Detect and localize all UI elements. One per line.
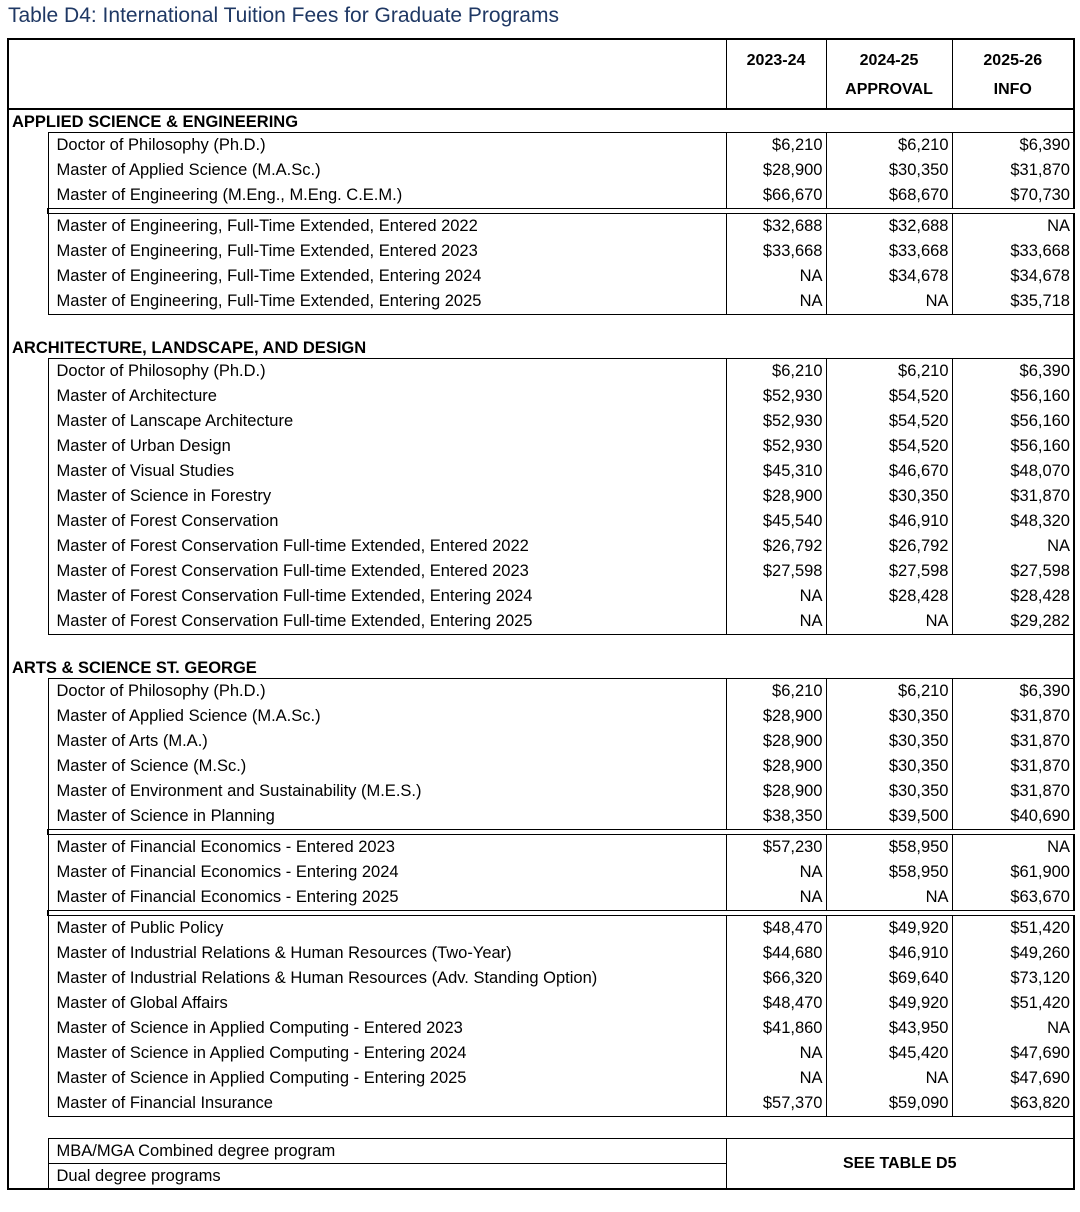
program-name: Doctor of Philosophy (Ph.D.) — [48, 679, 726, 705]
indent-cell — [8, 289, 48, 315]
indent-cell — [8, 1041, 48, 1066]
fee-2023-24: $27,598 — [726, 559, 826, 584]
program-name: Master of Engineering, Full-Time Extended, Entered 2022 — [48, 214, 726, 240]
indent-cell — [8, 609, 48, 635]
table-row — [8, 239, 1074, 264]
fee-2023-24: $57,230 — [726, 835, 826, 861]
fee-2024-25: $54,520 — [826, 409, 952, 434]
program-name: Master of Science in Applied Computing - Entering 2024 — [48, 1041, 726, 1066]
indent-cell — [8, 434, 48, 459]
table-row — [8, 289, 1074, 315]
fee-2023-24: $26,792 — [726, 534, 826, 559]
indent-cell — [8, 158, 48, 183]
fee-2024-25: $45,420 — [826, 1041, 952, 1066]
fee-2025-26: $6,390 — [952, 359, 1074, 385]
table-row — [8, 459, 1074, 484]
fee-2023-24: $52,930 — [726, 384, 826, 409]
program-name: Master of Financial Economics - Entering 2025 — [48, 885, 726, 911]
program-name: Master of Forest Conservation Full-time Extended, Entering 2024 — [48, 584, 726, 609]
table-title: Table D4: International Tuition Fees for Graduate Programs — [8, 4, 559, 27]
indent-cell — [8, 559, 48, 584]
indent-cell — [8, 409, 48, 434]
tuition-fees-table — [7, 38, 1075, 1190]
fee-2025-26: $47,690 — [952, 1041, 1074, 1066]
table-row — [8, 264, 1074, 289]
table-row — [8, 1041, 1074, 1066]
indent-cell — [8, 1066, 48, 1091]
fee-2023-24: $44,680 — [726, 941, 826, 966]
header-blank-cell — [8, 39, 726, 109]
fee-2024-25: $46,910 — [826, 509, 952, 534]
fee-2024-25: $30,350 — [826, 484, 952, 509]
indent-cell — [8, 1016, 48, 1041]
indent-cell — [8, 754, 48, 779]
fee-2024-25: $30,350 — [826, 754, 952, 779]
fee-2023-24: $28,900 — [726, 704, 826, 729]
program-name: Master of Applied Science (M.A.Sc.) — [48, 158, 726, 183]
program-name: Master of Visual Studies — [48, 459, 726, 484]
fee-2025-26: $51,420 — [952, 916, 1074, 942]
fee-2025-26: $31,870 — [952, 704, 1074, 729]
header-2023-24: 2023-24 — [726, 39, 826, 109]
section-spacer — [8, 315, 1074, 337]
table-row — [8, 214, 1074, 240]
spacer-cell — [8, 635, 1074, 657]
header-2025-26: 2025-26 INFO — [952, 39, 1074, 109]
fee-2025-26: NA — [952, 835, 1074, 861]
indent-cell — [8, 704, 48, 729]
program-name: Master of Science in Applied Computing - Entered 2023 — [48, 1016, 726, 1041]
fee-2023-24: $33,668 — [726, 239, 826, 264]
fee-2023-24: $57,370 — [726, 1091, 826, 1117]
fee-2024-25: NA — [826, 885, 952, 911]
fee-2023-24: NA — [726, 584, 826, 609]
fee-2023-24: NA — [726, 289, 826, 315]
program-name: Master of Engineering (M.Eng., M.Eng. C.E.M.) — [48, 183, 726, 209]
fee-2023-24: NA — [726, 609, 826, 635]
table-row — [8, 916, 1074, 942]
fee-2025-26: $33,668 — [952, 239, 1074, 264]
fee-2025-26: $31,870 — [952, 158, 1074, 183]
fee-2024-25: NA — [826, 289, 952, 315]
table-row — [8, 966, 1074, 991]
fee-2023-24: $66,320 — [726, 966, 826, 991]
fee-2024-25: $6,210 — [826, 679, 952, 705]
program-name: Master of Financial Economics - Entering 2024 — [48, 860, 726, 885]
table-row — [8, 835, 1074, 861]
fee-2023-24: $52,930 — [726, 409, 826, 434]
section-header-row — [8, 109, 1074, 133]
fee-2025-26: NA — [952, 1016, 1074, 1041]
table-row — [8, 679, 1074, 705]
program-name: Master of Engineering, Full-Time Extended, Entering 2025 — [48, 289, 726, 315]
table-row — [8, 609, 1074, 635]
fee-2024-25: $46,910 — [826, 941, 952, 966]
fee-2024-25: $26,792 — [826, 534, 952, 559]
section-title: ARTS & SCIENCE ST. GEORGE — [8, 656, 1074, 679]
section-header-row — [8, 656, 1074, 679]
fee-2025-26: $56,160 — [952, 434, 1074, 459]
fee-2024-25: $46,670 — [826, 459, 952, 484]
table-row — [8, 359, 1074, 385]
program-name: Master of Forest Conservation — [48, 509, 726, 534]
section-title: APPLIED SCIENCE & ENGINEERING — [8, 109, 1074, 133]
program-name: Master of Engineering, Full-Time Extended, Entered 2023 — [48, 239, 726, 264]
table-row — [8, 484, 1074, 509]
see-table-d5-note: SEE TABLE D5 — [726, 1139, 1074, 1190]
table-row — [8, 1139, 1074, 1164]
section-header-row — [8, 336, 1074, 359]
program-name: Doctor of Philosophy (Ph.D.) — [48, 133, 726, 159]
fee-2025-26: $56,160 — [952, 384, 1074, 409]
indent-cell — [8, 459, 48, 484]
program-name: Master of Forest Conservation Full-time Extended, Entered 2023 — [48, 559, 726, 584]
fee-2025-26: $34,678 — [952, 264, 1074, 289]
fee-2024-25: NA — [826, 1066, 952, 1091]
table-row — [8, 409, 1074, 434]
fee-2023-24: $48,470 — [726, 916, 826, 942]
program-name: Master of Engineering, Full-Time Extended, Entering 2024 — [48, 264, 726, 289]
fee-2025-26: $6,390 — [952, 679, 1074, 705]
fee-2023-24: $6,210 — [726, 133, 826, 159]
table-row — [8, 183, 1074, 209]
program-name: MBA/MGA Combined degree program — [48, 1139, 726, 1164]
table-row — [8, 584, 1074, 609]
table-row — [8, 804, 1074, 830]
fee-2023-24: $66,670 — [726, 183, 826, 209]
section-title: ARCHITECTURE, LANDSCAPE, AND DESIGN — [8, 336, 1074, 359]
fee-2024-25: $27,598 — [826, 559, 952, 584]
fee-2025-26: $31,870 — [952, 729, 1074, 754]
fee-2023-24: $28,900 — [726, 779, 826, 804]
fee-2024-25: $30,350 — [826, 704, 952, 729]
table-row — [8, 729, 1074, 754]
section-spacer — [8, 1117, 1074, 1139]
header-2024-25: 2024-25 APPROVAL — [826, 39, 952, 109]
section-spacer — [8, 635, 1074, 657]
indent-cell — [8, 359, 48, 385]
fee-2024-25: $68,670 — [826, 183, 952, 209]
indent-cell — [8, 941, 48, 966]
program-name: Dual degree programs — [48, 1164, 726, 1190]
fee-2024-25: $58,950 — [826, 835, 952, 861]
fee-2025-26: $28,428 — [952, 584, 1074, 609]
fee-2024-25: $6,210 — [826, 133, 952, 159]
fee-2025-26: $61,900 — [952, 860, 1074, 885]
program-name: Master of Arts (M.A.) — [48, 729, 726, 754]
fee-2023-24: NA — [726, 1066, 826, 1091]
fee-2023-24: NA — [726, 860, 826, 885]
fee-2024-25: $49,920 — [826, 916, 952, 942]
fee-2023-24: $45,540 — [726, 509, 826, 534]
fee-2023-24: $28,900 — [726, 484, 826, 509]
fee-2024-25: $30,350 — [826, 729, 952, 754]
fee-2024-25: $43,950 — [826, 1016, 952, 1041]
fee-2025-26: $49,260 — [952, 941, 1074, 966]
fee-2025-26: $31,870 — [952, 754, 1074, 779]
fee-2023-24: $28,900 — [726, 158, 826, 183]
table-row — [8, 941, 1074, 966]
indent-cell — [8, 835, 48, 861]
fee-2025-26: NA — [952, 534, 1074, 559]
fee-2024-25: $34,678 — [826, 264, 952, 289]
fee-2025-26: $56,160 — [952, 409, 1074, 434]
fee-2023-24: $6,210 — [726, 359, 826, 385]
program-name: Master of Environment and Sustainability (M.E.S.) — [48, 779, 726, 804]
table-row — [8, 1016, 1074, 1041]
indent-cell — [8, 133, 48, 159]
indent-cell — [8, 534, 48, 559]
fee-2023-24: NA — [726, 264, 826, 289]
indent-cell — [8, 484, 48, 509]
fee-2024-25: $32,688 — [826, 214, 952, 240]
table-row — [8, 158, 1074, 183]
program-name: Master of Applied Science (M.A.Sc.) — [48, 704, 726, 729]
fee-2025-26: $31,870 — [952, 779, 1074, 804]
table-row — [8, 754, 1074, 779]
indent-cell — [8, 214, 48, 240]
table-row — [8, 133, 1074, 159]
fee-2025-26: $63,670 — [952, 885, 1074, 911]
indent-cell — [8, 679, 48, 705]
spacer-cell — [8, 1117, 1074, 1139]
fee-2024-25: NA — [826, 609, 952, 635]
program-name: Master of Industrial Relations & Human Resources (Adv. Standing Option) — [48, 966, 726, 991]
indent-cell — [8, 239, 48, 264]
fee-2025-26: $48,070 — [952, 459, 1074, 484]
table-row — [8, 434, 1074, 459]
fee-2023-24: $48,470 — [726, 991, 826, 1016]
fee-2025-26: $35,718 — [952, 289, 1074, 315]
indent-cell — [8, 1139, 48, 1164]
fee-2023-24: $45,310 — [726, 459, 826, 484]
fee-2024-25: $28,428 — [826, 584, 952, 609]
indent-cell — [8, 1164, 48, 1190]
fee-2023-24: $6,210 — [726, 679, 826, 705]
fee-2023-24: NA — [726, 1041, 826, 1066]
program-name: Master of Science in Planning — [48, 804, 726, 830]
fee-2025-26: $27,598 — [952, 559, 1074, 584]
fee-2025-26: $73,120 — [952, 966, 1074, 991]
fee-2024-25: $58,950 — [826, 860, 952, 885]
indent-cell — [8, 860, 48, 885]
fee-2024-25: $54,520 — [826, 434, 952, 459]
fee-2024-25: $59,090 — [826, 1091, 952, 1117]
spacer-cell — [8, 315, 1074, 337]
fee-2024-25: $69,640 — [826, 966, 952, 991]
program-name: Doctor of Philosophy (Ph.D.) — [48, 359, 726, 385]
program-name: Master of Financial Economics - Entered 2023 — [48, 835, 726, 861]
fee-2024-25: $30,350 — [826, 779, 952, 804]
indent-cell — [8, 183, 48, 209]
indent-cell — [8, 1091, 48, 1117]
fee-2023-24: $52,930 — [726, 434, 826, 459]
indent-cell — [8, 916, 48, 942]
fee-2024-25: $39,500 — [826, 804, 952, 830]
fee-2025-26: NA — [952, 214, 1074, 240]
indent-cell — [8, 509, 48, 534]
fee-2025-26: $6,390 — [952, 133, 1074, 159]
table-row — [8, 991, 1074, 1016]
program-name: Master of Lanscape Architecture — [48, 409, 726, 434]
fee-2024-25: $6,210 — [826, 359, 952, 385]
indent-cell — [8, 966, 48, 991]
fee-2025-26: $40,690 — [952, 804, 1074, 830]
fee-2023-24: $28,900 — [726, 729, 826, 754]
fee-2025-26: $51,420 — [952, 991, 1074, 1016]
table-row — [8, 779, 1074, 804]
indent-cell — [8, 804, 48, 830]
table-row — [8, 534, 1074, 559]
table-row — [8, 509, 1074, 534]
fee-2025-26: $63,820 — [952, 1091, 1074, 1117]
fee-2024-25: $30,350 — [826, 158, 952, 183]
header-row — [8, 39, 1074, 109]
fee-2025-26: $48,320 — [952, 509, 1074, 534]
fee-2024-25: $33,668 — [826, 239, 952, 264]
program-name: Master of Forest Conservation Full-time Extended, Entered 2022 — [48, 534, 726, 559]
table-row — [8, 559, 1074, 584]
indent-cell — [8, 384, 48, 409]
indent-cell — [8, 264, 48, 289]
program-name: Master of Science in Applied Computing - Entering 2025 — [48, 1066, 726, 1091]
fee-2023-24: $28,900 — [726, 754, 826, 779]
fee-2025-26: $70,730 — [952, 183, 1074, 209]
fee-2023-24: NA — [726, 885, 826, 911]
fee-2025-26: $29,282 — [952, 609, 1074, 635]
fee-2025-26: $47,690 — [952, 1066, 1074, 1091]
table-row — [8, 704, 1074, 729]
table-row — [8, 384, 1074, 409]
indent-cell — [8, 584, 48, 609]
program-name: Master of Industrial Relations & Human Resources (Two-Year) — [48, 941, 726, 966]
program-name: Master of Public Policy — [48, 916, 726, 942]
fee-2024-25: $49,920 — [826, 991, 952, 1016]
program-name: Master of Urban Design — [48, 434, 726, 459]
table-row — [8, 1066, 1074, 1091]
program-name: Master of Global Affairs — [48, 991, 726, 1016]
fee-2024-25: $54,520 — [826, 384, 952, 409]
indent-cell — [8, 729, 48, 754]
program-name: Master of Science (M.Sc.) — [48, 754, 726, 779]
program-name: Master of Architecture — [48, 384, 726, 409]
fee-2023-24: $32,688 — [726, 214, 826, 240]
table-row — [8, 885, 1074, 911]
program-name: Master of Forest Conservation Full-time Extended, Entering 2025 — [48, 609, 726, 635]
fee-2023-24: $38,350 — [726, 804, 826, 830]
table-row — [8, 860, 1074, 885]
indent-cell — [8, 885, 48, 911]
indent-cell — [8, 991, 48, 1016]
indent-cell — [8, 779, 48, 804]
program-name: Master of Science in Forestry — [48, 484, 726, 509]
table-row — [8, 1091, 1074, 1117]
fee-2025-26: $31,870 — [952, 484, 1074, 509]
program-name: Master of Financial Insurance — [48, 1091, 726, 1117]
fee-2023-24: $41,860 — [726, 1016, 826, 1041]
